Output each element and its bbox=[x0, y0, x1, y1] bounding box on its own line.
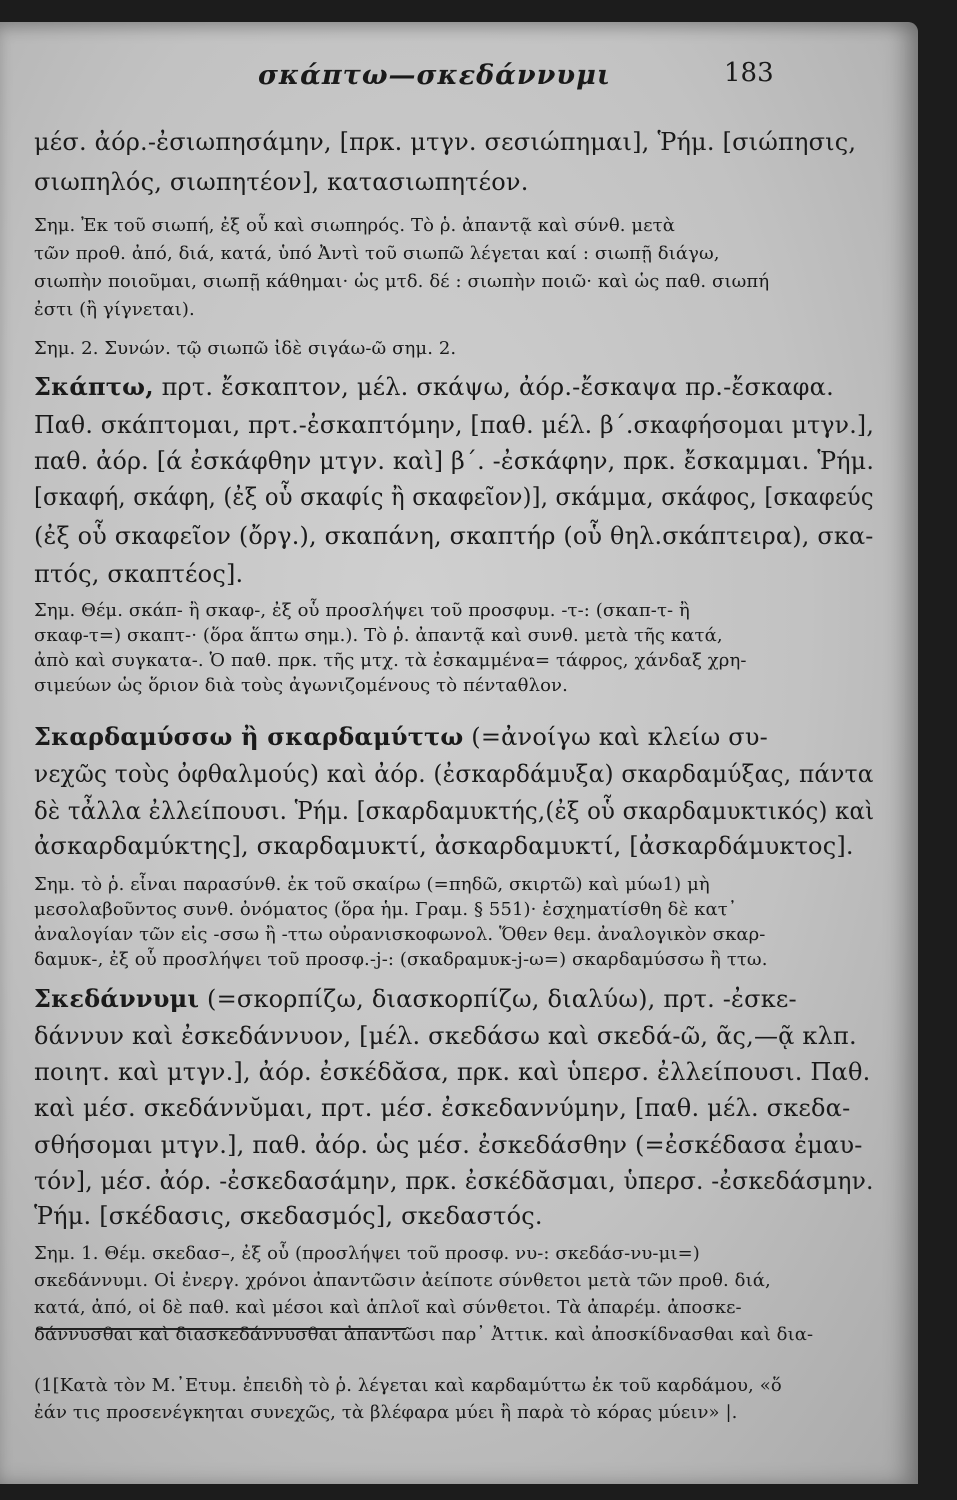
entry-text-line bbox=[34, 1202, 543, 1230]
page-header bbox=[0, 58, 918, 98]
note-text-line bbox=[34, 338, 456, 359]
note-text-line bbox=[34, 899, 737, 920]
note-text-line bbox=[34, 600, 690, 621]
line-text: σθήσομαι μτγν.], παθ. ἀόρ. ὡς μέσ. ἐσκεδάσθην (=ἐσκέδασα ἐμαυ- bbox=[34, 1131, 863, 1159]
line-text: κατά, ἀπό, οἱ δὲ παθ. καὶ μέσοι καὶ ἁπλοῖ καὶ σύνθετοι. Τὰ ἀπαρέμ. ἀποσκε- bbox=[34, 1297, 742, 1318]
line-text: ποιητ. καὶ μτγν.], ἀόρ. ἐσκέδᾰσα, πρκ. καὶ ὑπερσ. ἐλλείπουσι. Παθ. bbox=[34, 1058, 871, 1086]
line-text: (1[Κατὰ τὸν Μ.᾽Ετυμ. ἐπειδὴ τὸ ῥ. λέγεται καὶ καρδαμύττω ἐκ τοῦ καρδάμου, «ὅ bbox=[34, 1375, 782, 1396]
entry-text-line bbox=[34, 168, 529, 196]
note-text-line bbox=[34, 949, 768, 970]
line-text: (=ἀνοίγω καὶ κλείω συ- bbox=[463, 723, 768, 751]
page-number: 183 bbox=[724, 58, 774, 88]
line-text: δάννυσθαι καὶ διασκεδάννυσθαι ἀπαντῶσι παρ᾽ Ἀττικ. καὶ ἀποσκίδνασθαι καὶ δια- bbox=[34, 1324, 814, 1345]
line-text: τόν], μέσ. ἀόρ. -ἐσκεδασάμην, πρκ. ἐσκέδᾰσμαι, ὑπερσ. -ἐσκεδάσμην. bbox=[34, 1167, 874, 1195]
entry-text-line bbox=[34, 1058, 870, 1086]
entry-text-line bbox=[34, 411, 874, 439]
entry-text-line bbox=[34, 760, 874, 788]
line-text: δὲ τἆλλα ἐλλείπουσι. Ῥήμ. [σκαρδαμυκτής,(ἐξ οὗ σκαρδαμυκτικός) καὶ bbox=[34, 797, 875, 825]
line-text: ἐστι (ἢ γίγνεται). bbox=[34, 299, 195, 320]
line-text: πρτ. ἔσκαπτον, μέλ. σκάψω, ἀόρ.-ἔσκαψα πρ.-ἔσκαφα. bbox=[153, 373, 834, 401]
line-text: τῶν προθ. ἀπό, διά, κατά, ὑπό Ἀντὶ τοῦ σιωπῶ λέγεται καί : σιωπῇ διάγω, bbox=[34, 243, 720, 264]
page-running-title: σκάπτω—σκεδάννυμι bbox=[258, 60, 611, 91]
line-text: Σημ. Θέμ. σκάπ- ἢ σκαφ-, ἐξ οὗ προσλήψει τοῦ προσφυμ. -τ-: (σκαπ-τ- ἢ bbox=[34, 600, 690, 621]
line-text: ἀπὸ καὶ συγκατα-. Ὁ παθ. πρκ. τῆς μτχ. τὰ ἐσκαμμένα= τάφρος, χάνδαξ χρη- bbox=[34, 650, 747, 671]
entry-headword: Σκάπτω, bbox=[34, 372, 154, 401]
note-text-line bbox=[34, 625, 723, 646]
note-text-line bbox=[34, 299, 195, 320]
note-text-line bbox=[34, 243, 720, 264]
line-text: καὶ μέσ. σκεδάννῠμαι, πρτ. μέσ. ἐσκεδαννύμην, [παθ. μέλ. σκεδα- bbox=[34, 1094, 851, 1122]
note-text-line bbox=[34, 1402, 737, 1423]
line-text: νεχῶς τοὺς ὀφθαλμούς) καὶ ἀόρ. (ἐσκαρδάμυξα) σκαρδαμύξας, πάντα bbox=[34, 760, 874, 788]
entry-text-line bbox=[34, 722, 768, 751]
line-text: Σημ. τὸ ῥ. εἶναι παρασύνθ. ἐκ τοῦ σκαίρω (=πηδῶ, σκιρτῶ) καὶ μύω1) μὴ bbox=[34, 874, 710, 895]
entry-text-line bbox=[34, 1094, 850, 1122]
entry-text-line bbox=[34, 483, 874, 511]
note-text-line bbox=[34, 1297, 742, 1318]
dictionary-page bbox=[0, 22, 918, 1484]
entry-text-line bbox=[34, 128, 856, 156]
note-text-line bbox=[34, 675, 568, 696]
entry-text-line bbox=[34, 832, 854, 860]
line-text: μέσ. ἀόρ.-ἐσιωπησάμην, [πρκ. μτγν. σεσιώπημαι], Ῥήμ. [σιώπησις, bbox=[34, 128, 857, 156]
line-text: Σημ. 2. Συνών. τῷ σιωπῶ ἰδὲ σιγάω-ῶ σημ. 2. bbox=[34, 338, 457, 359]
line-text: σιμεύων ὡς ὅριον διὰ τοὺς ἀγωνιζομένους τὸ πένταθλον. bbox=[34, 675, 568, 696]
line-text: Σημ. 1. Θέμ. σκεδασ–, ἐξ οὗ (προσλήψει τοῦ προσφ. νυ-: σκεδάσ-νυ-μι=) bbox=[34, 1243, 700, 1264]
note-text-line bbox=[34, 271, 769, 292]
note-text-line bbox=[34, 874, 710, 895]
entry-text-line bbox=[34, 1022, 857, 1050]
entry-text-line bbox=[34, 1131, 863, 1159]
line-text: Ῥήμ. [σκέδασις, σκεδασμός], σκεδαστός. bbox=[34, 1202, 543, 1230]
footnote-divider bbox=[36, 1328, 406, 1330]
line-text: Σημ. Ἐκ τοῦ σιωπή, ἐξ οὗ καὶ σιωπηρός. Τὸ ῥ. ἀπαντᾷ καὶ σύνθ. μετὰ bbox=[34, 215, 675, 236]
entry-text-line bbox=[34, 1167, 874, 1195]
line-text: ἐάν τις προσενέγκηται συνεχῶς, τὰ βλέφαρα μύει ἢ παρὰ τὸ κόρας μύειν» |. bbox=[34, 1402, 738, 1423]
entry-headword: Σκεδάννυμι bbox=[34, 984, 200, 1013]
line-text: παθ. ἀόρ. [ά ἐσκάφθην μτγν. καὶ] β΄. -ἐσκάφην, πρκ. ἔσκαμμαι. Ῥήμ. bbox=[34, 447, 875, 475]
entry-text-line bbox=[34, 522, 874, 550]
line-text: σιωπὴν ποιοῦμαι, σιωπῇ κάθημαι· ὡς μτδ. δέ : σιωπὴν ποιῶ· καὶ ὡς παθ. σιωπή bbox=[34, 271, 770, 292]
line-text: μεσολαβοῦντος συνθ. ὀνόματος (ὅρα ἡμ. Γραμ. § 551)· ἐσχηματίσθη δὲ κατ᾽ bbox=[34, 899, 737, 920]
line-text: Παθ. σκάπτομαι, πρτ.-ἐσκαπτόμην, [παθ. μέλ. β΄.σκαφήσομαι μτγν.], bbox=[34, 411, 875, 439]
note-text-line bbox=[34, 1270, 771, 1291]
note-text-line bbox=[34, 215, 675, 236]
entry-text-line bbox=[34, 984, 797, 1013]
entry-text-line bbox=[34, 447, 874, 475]
note-text-line bbox=[34, 1375, 782, 1396]
line-text: (=σκορπίζω, διασκορπίζω, διαλύω), πρτ. -ἐσκε- bbox=[199, 985, 797, 1013]
line-text: ἀσκαρδαμύκτης], σκαρδαμυκτί, ἀσκαρδαμυκτί, [ἀσκαρδάμυκτος]. bbox=[34, 832, 854, 860]
entry-text-line bbox=[34, 560, 243, 588]
line-text: ἀναλογίαν τῶν εἰς -σσω ἢ -ττω οὐρανισκοφωνολ. Ὅθεν θεμ. ἀναλογικὸν σκαρ- bbox=[34, 924, 766, 945]
line-text: πτός, σκαπτέος]. bbox=[34, 560, 244, 588]
entry-text-line bbox=[34, 797, 874, 825]
entry-text-line bbox=[34, 372, 834, 401]
note-text-line bbox=[34, 924, 765, 945]
line-text: σκεδάννυμι. Οἱ ἐνεργ. χρόνοι ἀπαντῶσιν ἀείποτε σύνθετοι μετὰ τῶν προθ. διά, bbox=[34, 1270, 771, 1291]
note-text-line bbox=[34, 1243, 700, 1264]
line-text: σκαφ-τ=) σκαπτ-· (ὅρα ἅπτω σημ.). Τὸ ῥ. ἀπαντᾷ καὶ συνθ. μετὰ τῆς κατά, bbox=[34, 625, 723, 646]
note-text-line bbox=[34, 650, 747, 671]
line-text: [σκαφή, σκάφη, (ἐξ οὗ σκαφίς ἢ σκαφεῖον)], σκάμμα, σκάφος, [σκαφεύς bbox=[34, 483, 874, 511]
entry-headword: Σκαρδαμύσσω ἢ σκαρδαμύττω bbox=[34, 722, 464, 751]
line-text: σιωπηλός, σιωπητέον], κατασιωπητέον. bbox=[34, 168, 529, 196]
line-text: δάννυν καὶ ἐσκεδάννυον, [μέλ. σκεδάσω καὶ σκεδά-ῶ, ᾶς,—ᾷ κλπ. bbox=[34, 1022, 857, 1050]
line-text: δαμυκ-, ἐξ οὗ προσλήψει τοῦ προσφ.-j-: (σκαδραμυκ-j-ω=) σκαρδαμύσσω ἢ ττω. bbox=[34, 949, 768, 970]
line-text: (ἐξ οὗ σκαφεῖον (ὄργ.), σκαπάνη, σκαπτήρ (οὗ θηλ.σκάπτειρα), σκα- bbox=[34, 522, 874, 550]
